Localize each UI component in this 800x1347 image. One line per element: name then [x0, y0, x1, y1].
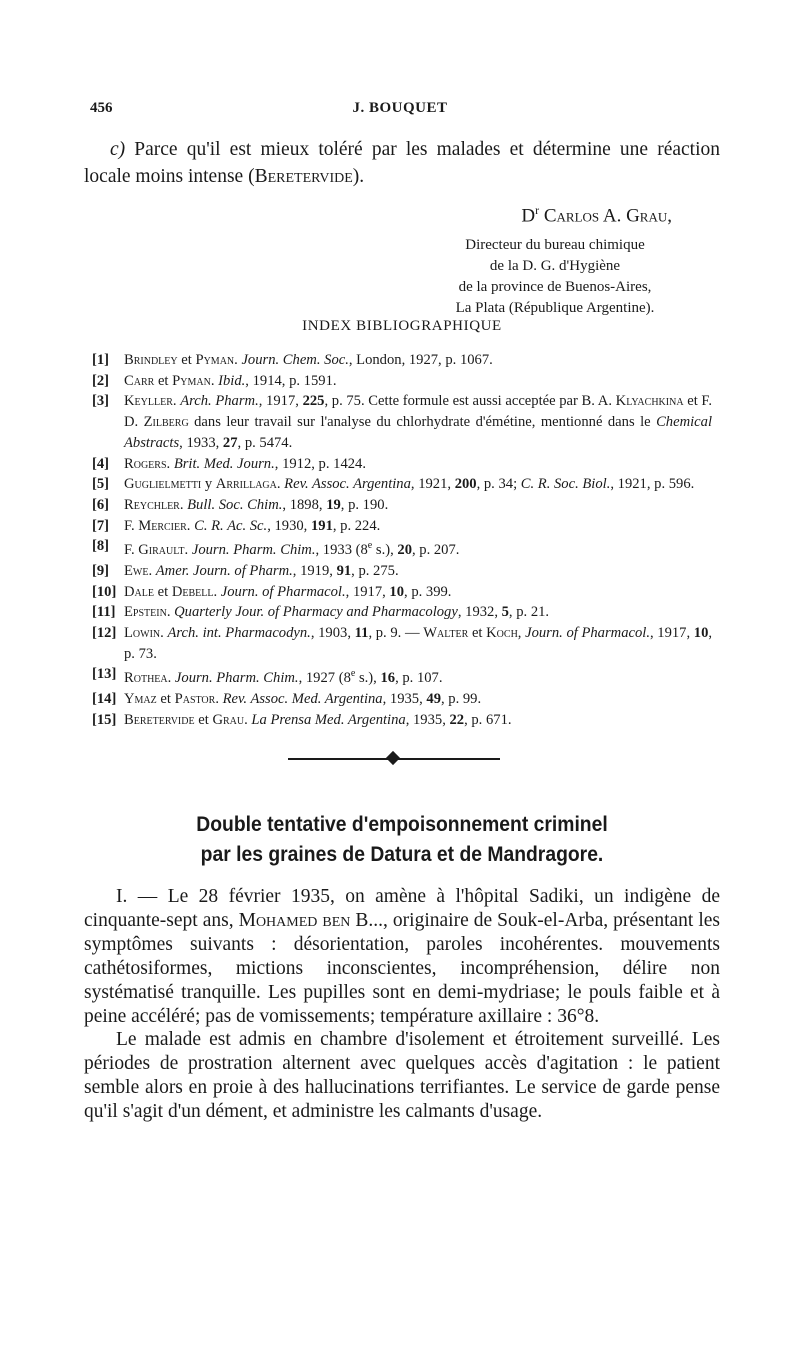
ref-text: et — [194, 711, 213, 728]
point-label: c) — [110, 139, 135, 160]
ref-text: dans leur travail sur l'analyse du chlorhydrate d'émétine, mentionné dans le — [188, 414, 657, 431]
ref-text: , 1919, — [292, 562, 337, 579]
ref-text: . — [244, 711, 252, 728]
ref-journal: La Prensa Med. Argentina — [251, 711, 406, 728]
section-divider — [288, 752, 500, 766]
ref-journal: Journ. Chem. Soc. — [241, 352, 349, 368]
ref-sup: e — [367, 540, 373, 552]
ref-text: , 1927 (8 — [298, 670, 351, 687]
reference-item — [92, 454, 712, 475]
ref-number: [12] — [92, 625, 117, 641]
ref-volume: 5 — [501, 604, 509, 621]
ref-text: . — [213, 583, 221, 600]
reference-item — [92, 561, 712, 582]
ref-text: . — [167, 670, 175, 687]
ref-number: [11] — [92, 604, 116, 621]
ref-text: , p. 9. — — [368, 625, 424, 641]
ref-author: Debell — [171, 583, 214, 600]
ref-author: Epstein — [124, 604, 167, 621]
patient-name: Mohamed ben B... — [238, 909, 384, 931]
reference-item — [92, 350, 712, 371]
reference-item — [92, 623, 712, 664]
ref-text: , p. 73. — [124, 625, 713, 662]
paragraph-text: I. — Le 28 février 1935, on amène à l'hôpital Sadiki, un indigène de cinquante-sept ans, — [84, 886, 720, 931]
reference-item — [92, 516, 712, 537]
ref-text: , — [517, 625, 526, 641]
affiliation-line: La Plata (République Argentine). — [455, 300, 655, 317]
ref-volume: 27 — [222, 434, 238, 451]
article-title-line: par les graines de Datura et de Mandragore. — [200, 843, 604, 866]
ref-number: [7] — [92, 517, 110, 534]
ref-author: Reychler — [124, 496, 180, 513]
ref-volume: 200 — [454, 476, 477, 493]
ref-text: . — [186, 517, 195, 534]
ref-number: [15] — [92, 711, 117, 728]
ref-text: , London, 1927, p. 1067. — [348, 352, 493, 368]
point-c — [84, 136, 720, 190]
ref-text: , 1898, — [282, 496, 327, 513]
ref-author: Pyman — [172, 372, 211, 389]
ref-text: , p. 99. — [440, 690, 482, 707]
ref-volume: 91 — [336, 562, 352, 579]
reference-item — [92, 602, 712, 623]
ref-text: . — [234, 352, 242, 368]
article-title-line: Double tentative d'empoisonnement criminel — [196, 813, 608, 836]
ref-text: , 1917, — [258, 393, 303, 410]
running-header — [90, 100, 710, 122]
ref-text: et — [153, 583, 172, 600]
ref-text: . — [215, 690, 223, 707]
ref-text: , 1917, — [345, 583, 390, 600]
ref-journal: C. R. Soc. Biol. — [520, 476, 611, 493]
ref-number: [1] — [92, 352, 110, 368]
ref-journal: Arch. Pharm. — [180, 393, 259, 410]
paragraph-text: , originaire de Souk-el-Arba, présentant les symptômes suivants : désorientation, paroles incohérentes. mouvements cathétosiformes, mictions inconscientes, incompréhension, délire non systématisé tranquille. Les pupilles sont en demi-mydriase; le pouls faible et à peine accéléré; pas de vomissements; température axillaire : 36°8. — [84, 909, 720, 1027]
ref-journal: Arch. int. Pharmacodyn. — [167, 625, 311, 641]
ref-volume: 19 — [326, 496, 341, 513]
reference-item — [92, 495, 712, 516]
affiliation-line: de la D. G. d'Hygiène — [489, 258, 621, 275]
diamond-ornament-icon — [386, 751, 400, 765]
ref-author: Grau — [212, 711, 245, 728]
ref-text: , p. 107. — [395, 670, 443, 687]
ref-number: [6] — [92, 496, 110, 513]
ref-text: et — [468, 625, 487, 641]
cited-name: Beretervide — [254, 166, 353, 187]
ref-text: , p. 671. — [464, 711, 512, 728]
ref-text: F. — [124, 542, 139, 559]
ref-journal: Amer. Journ. of Pharm. — [155, 562, 293, 579]
ref-volume: 20 — [397, 542, 412, 559]
ref-author: Walter — [423, 625, 469, 641]
ref-volume: 49 — [426, 690, 441, 707]
ref-volume: 16 — [380, 670, 396, 687]
ref-author: Carr — [124, 372, 155, 389]
affiliation-line: de la province de Buenos-Aires, — [458, 279, 652, 296]
ref-author: Koch — [486, 625, 518, 641]
ref-text: , 1932, — [457, 604, 502, 621]
ref-text: . — [148, 562, 156, 579]
ref-text: . — [184, 542, 192, 559]
ref-journal: Brit. Med. Journ. — [173, 455, 275, 472]
ref-text: , 1914, p. 1591. — [245, 372, 337, 389]
ref-text: et — [177, 352, 196, 368]
ref-text: , p. 34; — [476, 476, 521, 493]
ref-text: y — [201, 476, 216, 493]
ref-text: . — [179, 496, 188, 513]
ref-author: Ewe — [124, 562, 149, 579]
point-text: Parce qu'il est mieux toléré par les malades et détermine une réaction locale moins intense ( — [84, 139, 720, 187]
ref-journal: Journ. Pharm. Chim. — [174, 670, 299, 687]
reference-item — [92, 474, 712, 495]
body-paragraph — [84, 885, 720, 1028]
ref-volume: 10 — [389, 583, 405, 600]
ref-text: , 1930, — [267, 517, 311, 534]
ref-volume: 225 — [302, 393, 325, 410]
ref-text: et F. D. — [124, 393, 713, 431]
ref-text: , p. 224. — [332, 517, 381, 534]
ref-text: . — [276, 476, 285, 493]
reference-item — [92, 536, 712, 561]
ref-author: Rothea — [124, 670, 168, 687]
ref-journal: Rev. Assoc. Argentina — [284, 476, 411, 493]
title-sup: r — [535, 203, 540, 217]
ref-author: Mercier — [138, 517, 187, 534]
intro-paragraph — [84, 136, 720, 190]
bibliography-heading: INDEX BIBLIOGRAPHIQUE — [302, 318, 502, 334]
ref-author: Klyachkina — [615, 393, 684, 410]
ref-journal: Journ. Pharm. Chim. — [191, 542, 316, 559]
ref-text: . — [210, 372, 219, 389]
article-body — [84, 885, 720, 1124]
ref-text: , p. 399. — [404, 583, 452, 600]
ref-text: , 1921, — [410, 476, 455, 493]
ref-number: [10] — [92, 583, 117, 600]
ref-author: Girault — [138, 542, 185, 559]
title-prefix: D — [521, 205, 536, 227]
ref-text: , 1933, — [179, 434, 223, 451]
reference-item — [92, 391, 712, 453]
ref-volume: 22 — [449, 711, 465, 728]
page-number: 456 — [90, 100, 113, 116]
ref-number: [5] — [92, 476, 110, 493]
name-text: Carlos A. Grau, — [539, 205, 672, 227]
ref-text: , 1921, p. 596. — [610, 476, 695, 493]
ref-author: Pastor — [174, 690, 216, 707]
ref-text: . — [172, 393, 181, 410]
ref-text: , p. 5474. — [237, 434, 293, 451]
ref-number: [4] — [92, 455, 110, 472]
ref-author: Guglielmetti — [124, 476, 202, 493]
ref-number: [3] — [92, 393, 110, 410]
ref-text: , 1933 (8 — [315, 542, 368, 559]
ref-text: , 1935, — [405, 711, 450, 728]
ref-text: s.), — [355, 670, 381, 687]
ref-journal: Chemical Abstracts — [124, 414, 712, 451]
point-suffix: ). — [352, 166, 365, 187]
ref-number: [14] — [92, 690, 117, 707]
ref-text: et — [154, 372, 173, 389]
reference-item — [92, 582, 712, 603]
ref-author: Arrillaga — [215, 476, 277, 493]
body-paragraph: Le malade est admis en chambre d'isolement et étroitement surveillé. Les périodes de prostration alternent avec quelques accès d'agitation : le patient semble alors en proie à des hallucinations terrifiantes. Le service de garde pense qu'il s'agit d'un dément, et administre les calmants d'usage. — [84, 1029, 720, 1123]
ref-text: , 1935, — [382, 690, 427, 707]
ref-sup: e — [350, 668, 356, 680]
ref-number: [2] — [92, 372, 110, 389]
ref-journal: Ibid. — [218, 372, 246, 389]
ref-volume: 11 — [354, 625, 369, 641]
ref-author: Zilberg — [143, 414, 189, 431]
signatory-affiliation — [360, 235, 720, 319]
ref-author: Lowin — [124, 625, 161, 641]
ref-number: [9] — [92, 562, 110, 579]
reference-item — [92, 664, 712, 689]
ref-text: . — [160, 625, 168, 641]
ref-volume: 191 — [310, 517, 333, 534]
ref-author: Beretervide — [124, 711, 195, 728]
signature-block — [360, 197, 720, 319]
reference-item — [92, 710, 712, 731]
ref-journal: Journ. of Pharmacol. — [525, 625, 650, 641]
ref-text: , 1912, p. 1424. — [274, 455, 366, 472]
ref-text: et — [156, 690, 175, 707]
ref-journal: C. R. Ac. Sc. — [194, 517, 268, 534]
ref-number: [13] — [92, 666, 117, 683]
ref-text: , p. 21. — [508, 604, 550, 621]
ref-text: , p. 207. — [411, 542, 460, 559]
ref-text: s.), — [372, 542, 398, 559]
reference-item — [92, 371, 712, 392]
ref-journal: Rev. Assoc. Med. Argentina — [222, 690, 383, 707]
reference-item — [92, 689, 712, 710]
ref-author: Pyman — [195, 352, 235, 368]
ref-text: , 1917, — [649, 625, 694, 641]
affiliation-line: Directeur du bureau chimique — [465, 237, 645, 254]
ref-journal: Bull. Soc. Chim. — [187, 496, 283, 513]
ref-volume: 10 — [693, 625, 709, 641]
article-title — [109, 810, 694, 870]
ref-text: , p. 190. — [340, 496, 389, 513]
ref-number: [8] — [92, 538, 110, 555]
ref-author: Ymaz — [124, 690, 157, 707]
ref-journal: Quarterly Jour. of Pharmacy and Pharmacology — [174, 604, 458, 621]
ref-text: , p. 275. — [351, 562, 399, 579]
ref-text: F. — [124, 517, 139, 534]
ref-author: Brindley — [124, 352, 178, 368]
bibliography-list — [92, 350, 712, 730]
ref-text: . — [166, 455, 174, 472]
signatory-name — [360, 197, 720, 229]
ref-author: Keyller — [124, 393, 173, 410]
ref-text: , p. 75. Cette formule est aussi acceptée par B. A. — [324, 393, 616, 410]
ref-text: . — [166, 604, 175, 621]
ref-journal: Journ. of Pharmacol. — [220, 583, 346, 600]
ref-text: , 1903, — [310, 625, 355, 641]
running-title: J. BOUQUET — [352, 100, 448, 116]
ref-author: Dale — [124, 583, 154, 600]
ref-author: Rogers — [124, 455, 167, 472]
